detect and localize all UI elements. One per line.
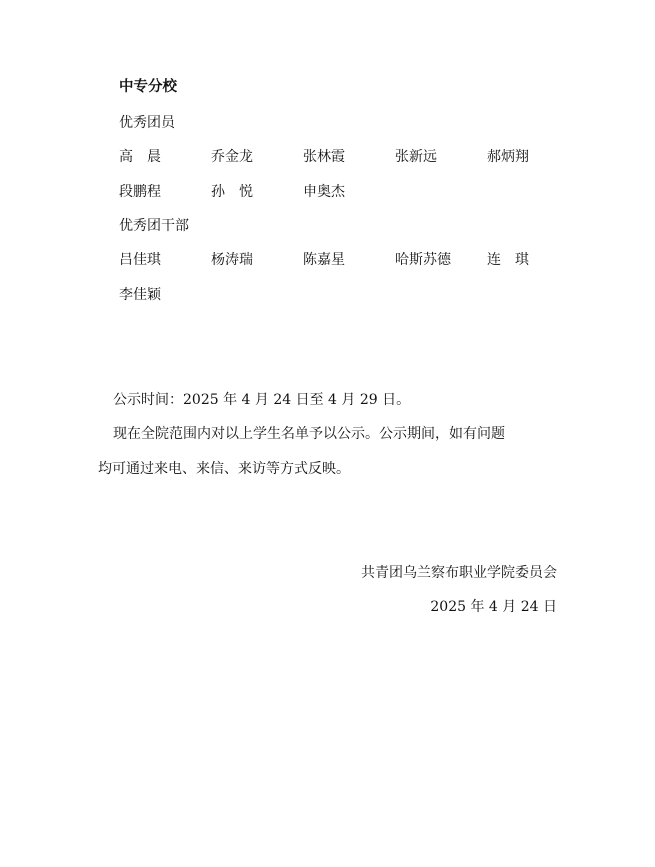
excellent-members-label: 优秀团员 <box>119 115 175 131</box>
member-name: 段鹏程 <box>119 184 161 200</box>
member-name: 乔金龙 <box>211 149 253 165</box>
member-name: 孙 悦 <box>211 184 253 200</box>
notice-text-line-1: 现在全院范围内对以上学生名单予以公示。公示期间，如有问题 <box>113 426 505 442</box>
cadre-name: 连 琪 <box>487 252 529 268</box>
member-name: 郝炳翔 <box>487 149 529 165</box>
excellent-cadres-label: 优秀团干部 <box>119 218 189 234</box>
signature-date: 2025 年 4 月 24 日 <box>430 599 557 615</box>
cadre-name: 李佳颖 <box>119 287 161 303</box>
notice-text-line-2: 均可通过来电、来信、来访等方式反映。 <box>98 461 350 477</box>
cadre-name: 哈斯苏德 <box>395 252 451 268</box>
cadre-name: 杨涛瑞 <box>211 252 253 268</box>
notice-period: 公示时间：2025 年 4 月 24 日至 4 月 29 日。 <box>113 392 411 408</box>
member-name: 高 晨 <box>119 149 161 165</box>
section-title: 中专分校 <box>119 78 177 95</box>
cadre-name: 吕佳琪 <box>119 252 161 268</box>
member-name: 申奥杰 <box>303 184 345 200</box>
member-name: 张林霞 <box>303 149 345 165</box>
signature-org: 共青团乌兰察布职业学院委员会 <box>361 565 557 581</box>
cadre-name: 陈嘉星 <box>303 252 345 268</box>
member-name: 张新远 <box>395 149 437 165</box>
